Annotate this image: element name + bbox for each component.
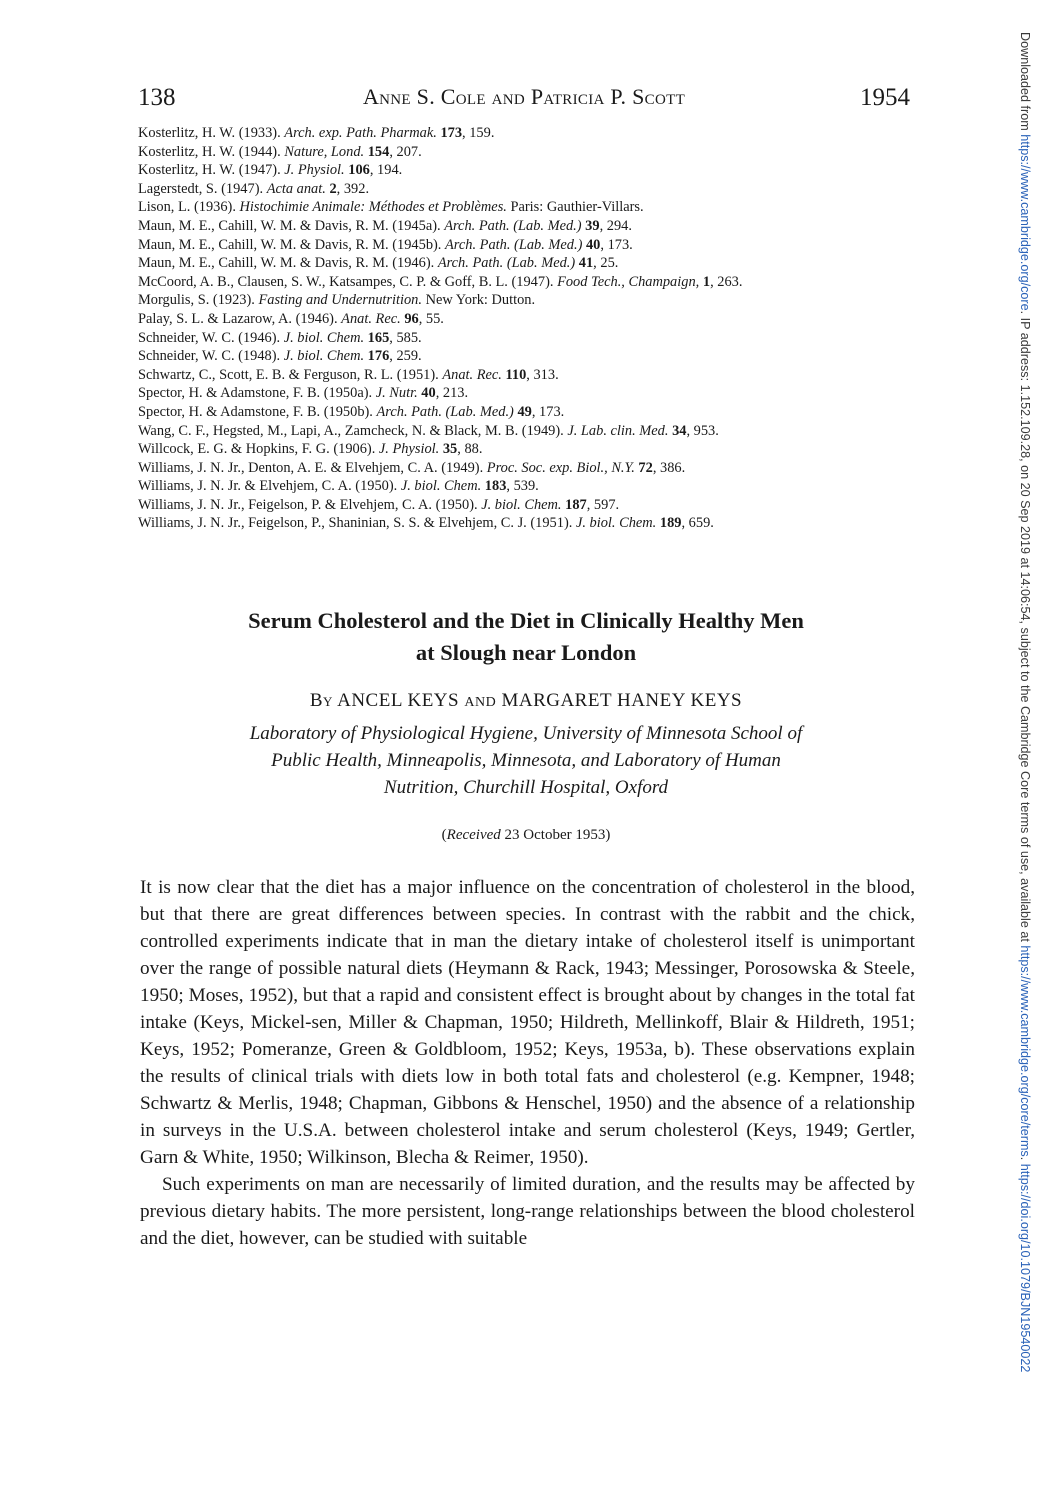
reference-volume: 96 [404, 310, 419, 327]
reference-authors: Schneider, W. C. (1948). [138, 348, 284, 365]
reference-journal: Proc. Soc. exp. Biol., N.Y. [486, 459, 635, 476]
reference-item [138, 180, 913, 199]
reference-pages: , 294. [599, 217, 632, 234]
reference-item [138, 143, 913, 162]
reference-authors: Kosterlitz, H. W. (1944). [138, 143, 285, 160]
reference-journal: J. Nutr. [375, 385, 418, 402]
reference-volume: 39 [585, 217, 600, 234]
doi-link[interactable]: https://doi.org/10.1079/BJN19540022 [1018, 1163, 1032, 1373]
reference-authors: Willcock, E. G. & Hopkins, F. G. (1906). [138, 441, 379, 458]
reference-pages: , 263. [710, 273, 743, 290]
reference-journal: Anat. Rec. [442, 366, 502, 383]
reference-volume: 41 [578, 255, 594, 272]
running-header [138, 84, 910, 114]
reference-item [138, 291, 913, 310]
reference-journal: Acta anat. [266, 180, 326, 197]
reference-item [138, 254, 913, 273]
download-middle: . IP address: 1.152.109.28, on 20 Sep 2019 at 14:06:54, subject to the Cambridge Core terms of use, available at [1018, 310, 1032, 946]
affiliation-line-3: Nutrition, Churchill Hospital, Oxford [383, 777, 669, 798]
body-paragraph-1: It is now clear that the diet has a major influence on the concentration of cholesterol in the blood, but that there are great differences between species. In contrast with the rabbit and the chick, controlled experiments indicate that in man the dietary intake of cholesterol itself is unimportant over the range of possible natural diets (Heymann & Rack, 1943; Messinger, Porosowska & Steele, 1950; Moses, 1952), but that a rapid and consistent effect is brought about by changes in the total fat intake (Keys, Mickel-sen, Miller & Chapman, 1950; Hildreth, Mellinkoff, Blair & Hildreth, 1951; Keys, 1952; Pomeranze, Green & Goldbloom, 1952; Keys, 1953a, b). These observations explain the results of clinical trials with diets low in both total fats and cholesterol (e.g. Kempner, 1948; Schwartz & Merlis, 1948; Chapman, Gibbons & Henschel, 1950) and the absence of a relationship in surveys in the U.S.A. between cholesterol intake and serum cholesterol (Keys, 1949; Gertler, Garn & White, 1950; Wilkinson, Blecha & Reimer, 1950). [140, 877, 915, 1168]
reference-authors: Kosterlitz, H. W. (1947). [138, 162, 285, 179]
reference-item [138, 124, 913, 143]
reference-journal: Arch. Path. (Lab. Med.) [444, 217, 582, 234]
reference-journal: J. Physiol. [378, 441, 440, 458]
received-date: (Received 23 October 1953) [441, 827, 611, 843]
reference-pages: , 259. [389, 348, 422, 365]
reference-volume: 106 [348, 162, 370, 179]
reference-pages: , 207. [389, 143, 422, 160]
reference-item [138, 514, 913, 533]
reference-volume: 72 [638, 459, 653, 476]
reference-journal: Histochimie Animale: Méthodes et Problèmes. [239, 199, 507, 216]
page-number: 138 [138, 84, 176, 111]
reference-journal: Anat. Rec. [341, 310, 401, 327]
reference-journal: J. biol. Chem. [400, 478, 482, 495]
terms-link[interactable]: https://www.cambridge.org/core/terms [1018, 945, 1032, 1157]
reference-item [138, 347, 913, 366]
reference-volume: 154 [367, 143, 390, 160]
author-2: MARGARET HANEY KEYS [501, 690, 743, 711]
reference-pages: New York: Dutton. [421, 292, 536, 309]
reference-item [138, 477, 913, 496]
reference-journal: J. biol. Chem. [283, 348, 365, 365]
reference-volume: 35 [442, 441, 458, 458]
reference-pages: , 659. [681, 515, 714, 532]
reference-pages: , 313. [526, 366, 559, 383]
article-title-line-1: Serum Cholesterol and the Diet in Clinically Healthy Men [248, 608, 804, 633]
reference-pages: , 585. [389, 329, 422, 346]
reference-pages: , 25. [593, 255, 619, 272]
reference-pages: , 173. [600, 236, 633, 253]
reference-item [138, 329, 913, 348]
reference-authors: Lagerstedt, S. (1947). [138, 180, 267, 197]
reference-item [138, 273, 913, 292]
reference-authors: Spector, H. & Adamstone, F. B. (1950b). [138, 403, 377, 420]
reference-pages: , 213. [435, 385, 469, 402]
body-paragraph-2: Such experiments on man are necessarily of limited duration, and the results may be affected by previous dietary habits. The more persistent, long-range relationships between the blood cholesterol and the diet, however, can be studied with suitable [140, 1174, 915, 1249]
affiliation-line-1: Laboratory of Physiological Hygiene, University of Minnesota School of [249, 723, 803, 744]
reference-journal: J. Physiol. [284, 162, 345, 179]
reference-item [138, 440, 913, 459]
article-body [140, 874, 915, 1252]
received-label: Received [446, 827, 501, 843]
byline [140, 690, 912, 712]
reference-pages: , 55. [418, 310, 444, 327]
reference-volume: 2 [329, 180, 337, 197]
reference-authors: Williams, J. N. Jr., Feigelson, P. & Elvehjem, C. A. (1950). [138, 496, 482, 513]
reference-authors: Kosterlitz, H. W. (1933). [138, 125, 285, 141]
reference-pages: , 539. [506, 478, 539, 495]
reference-volume: 176 [367, 348, 390, 365]
reference-item [138, 496, 913, 515]
reference-pages: , 194. [369, 162, 403, 179]
reference-authors: Schneider, W. C. (1946). [138, 329, 284, 346]
reference-authors: Spector, H. & Adamstone, F. B. (1950a). [138, 385, 376, 402]
article-title [140, 605, 912, 669]
reference-pages: , 597. [586, 496, 620, 513]
reference-authors: Maun, M. E., Cahill, W. M. & Davis, R. M. (1946). [138, 255, 438, 272]
download-sep: . [1018, 1156, 1032, 1164]
download-notice [1010, 32, 1032, 1462]
reference-journal: J. biol. Chem. [575, 515, 657, 532]
reference-volume: 189 [659, 515, 682, 532]
reference-journal: Arch. Path. (Lab. Med.) [437, 255, 576, 272]
reference-volume: 40 [585, 236, 601, 253]
reference-volume: 183 [484, 478, 507, 495]
received-date-value: 23 October 1953 [504, 827, 606, 843]
reference-pages: , 392. [336, 180, 370, 197]
header-year: 1954 [860, 84, 910, 111]
reference-authors: Morgulis, S. (1923). [138, 292, 259, 309]
reference-item [138, 366, 913, 385]
reference-item [138, 384, 913, 403]
reference-authors: Schwartz, C., Scott, E. B. & Ferguson, R. L. (1951). [138, 366, 443, 383]
reference-item [138, 217, 913, 236]
reference-volume: 187 [565, 496, 587, 513]
affiliation [160, 720, 892, 801]
reference-pages: , 953. [686, 422, 719, 439]
author-1: ANCEL KEYS [337, 690, 460, 711]
reference-volume: 34 [672, 422, 687, 439]
reference-list [138, 124, 913, 533]
reference-volume: 1 [702, 273, 711, 290]
reference-pages: , 173. [531, 403, 565, 420]
reference-journal: Arch. exp. Path. Pharmak. [284, 125, 437, 141]
reference-volume: 49 [517, 403, 532, 420]
reference-journal: Fasting and Undernutrition. [258, 292, 422, 309]
reference-authors: Maun, M. E., Cahill, W. M. & Davis, R. M. (1945a). [138, 217, 445, 234]
reference-authors: Williams, J. N. Jr., Feigelson, P., Shaninian, S. S. & Elvehjem, C. J. (1951). [138, 515, 576, 532]
reference-item [138, 236, 913, 255]
reference-item [138, 422, 913, 441]
reference-item [138, 310, 913, 329]
reference-pages: , 386. [652, 459, 686, 476]
byline-by: By [309, 690, 333, 711]
reference-item [138, 198, 913, 217]
reference-authors: McCoord, A. B., Clausen, S. W., Katsampes, C. P. & Goff, B. L. (1947). [138, 273, 558, 290]
reference-authors: Lison, L. (1936). [138, 199, 240, 216]
reference-authors: Williams, J. N. Jr. & Elvehjem, C. A. (1950). [138, 478, 401, 495]
reference-authors: Williams, J. N. Jr., Denton, A. E. & Elvehjem, C. A. (1949). [138, 459, 487, 476]
reference-authors: Wang, C. F., Hegsted, M., Lapi, A., Zamcheck, N. & Black, M. B. (1949). [138, 422, 568, 439]
reference-journal: Arch. Path. (Lab. Med.) [445, 236, 583, 253]
reference-pages: , 159. [462, 125, 495, 141]
reference-volume: 110 [505, 366, 527, 383]
reference-volume: 165 [367, 329, 390, 346]
byline-and: AND [464, 695, 497, 710]
reference-item [138, 161, 913, 180]
reference-pages: Paris: Gauthier-Villars. [506, 199, 644, 216]
reference-item [138, 459, 913, 478]
reference-journal: Nature, Lond. [284, 143, 365, 160]
reference-journal: J. biol. Chem. [481, 496, 562, 513]
reference-journal: J. Lab. clin. Med. [567, 422, 669, 439]
reference-volume: 40 [421, 385, 436, 402]
affiliation-line-2: Public Health, Minneapolis, Minnesota, and Laboratory of Human [271, 750, 781, 771]
reference-volume: 173 [440, 125, 463, 141]
reference-item [138, 403, 913, 422]
cambridge-core-link[interactable]: https://www.cambridge.org/core [1018, 134, 1032, 311]
reference-authors: Palay, S. L. & Lazarow, A. (1946). [138, 310, 342, 327]
running-title: Anne S. Cole and Patricia P. Scott [362, 84, 686, 109]
reference-authors: Maun, M. E., Cahill, W. M. & Davis, R. M. (1945b). [138, 236, 446, 253]
article-title-line-2: at Slough near London [415, 640, 637, 665]
reference-pages: , 88. [457, 441, 483, 458]
reference-journal: Food Tech., Champaign, [557, 273, 700, 290]
download-prefix: Downloaded from [1018, 32, 1032, 135]
reference-journal: J. biol. Chem. [283, 329, 365, 346]
reference-journal: Arch. Path. (Lab. Med.) [376, 403, 514, 420]
